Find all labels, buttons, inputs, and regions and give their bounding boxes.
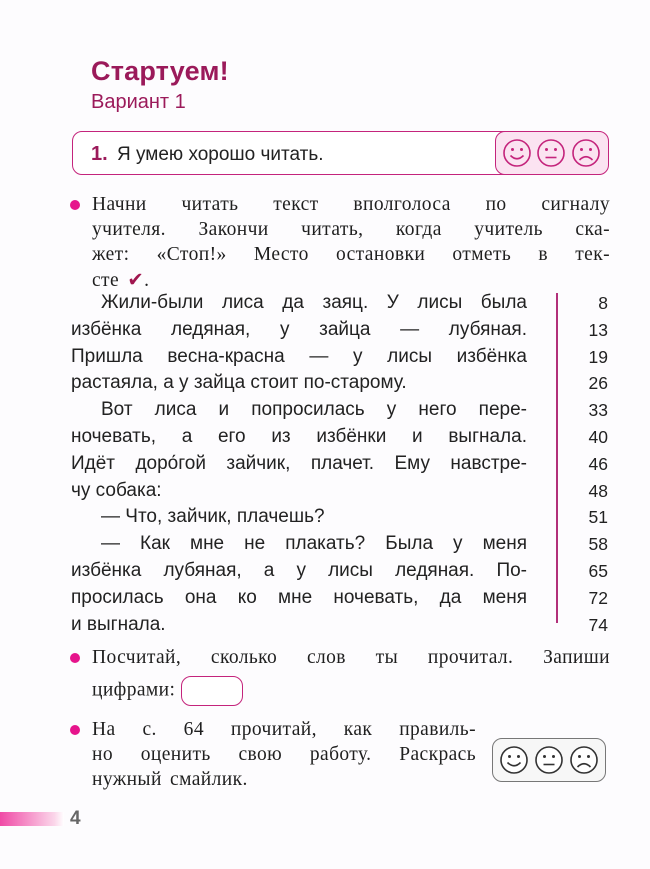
sad-face-icon[interactable] [569, 745, 599, 775]
task-number: 1. [91, 143, 108, 165]
word-count: 58 [588, 534, 608, 555]
story-line: — Что, зайчик, плачешь? [101, 506, 325, 528]
story-line: просилась она ко мне ночевать, да меня [71, 586, 527, 608]
reading-text [71, 290, 527, 638]
neutral-face-icon[interactable] [536, 138, 566, 168]
instruction-start-reading [70, 192, 610, 291]
variant-subtitle: Вариант 1 [91, 91, 186, 113]
period: . [144, 270, 150, 291]
story-line: избёнка ледяная, у зайца — лубяная. [71, 318, 527, 340]
smile-icon[interactable] [499, 745, 529, 775]
self-assessment-smileys-pink [495, 131, 609, 175]
instruction-line: Посчитай, сколько слов ты прочитал. Запиши [92, 647, 610, 668]
instruction-line: жет: «Стоп!» Место остановки отметь в тек- [92, 244, 610, 265]
check-mark-icon: ✔ [127, 268, 145, 291]
word-count: 8 [598, 293, 608, 313]
self-assessment-smileys [492, 738, 606, 782]
bullet-icon [70, 653, 80, 663]
story-line: растаяла, а у зайца стоит по-старому. [71, 372, 407, 394]
instruction-line: На с. 64 прочитай, как правиль- [92, 719, 476, 740]
instruction-line: сте [92, 270, 120, 291]
word-count: 51 [588, 507, 608, 528]
neutral-face-icon[interactable] [534, 745, 564, 775]
task-header-box [72, 131, 608, 175]
word-count: 33 [588, 400, 608, 421]
task-text: Я умею хорошо читать. [117, 144, 324, 165]
word-count: 65 [588, 560, 608, 581]
instruction-line: но оценить свою работу. Раскрась [92, 744, 476, 765]
story-line: — Как мне не плакать? Была у меня [101, 533, 527, 555]
word-count-column [560, 290, 608, 638]
instruction-line: учителя. Закончи читать, когда учитель ска- [92, 219, 610, 240]
story-line: Вот лиса и попросилась у него пере- [101, 399, 527, 421]
sad-face-icon[interactable] [571, 138, 601, 168]
word-count: 74 [588, 614, 608, 635]
word-count: 26 [588, 373, 608, 394]
instruction-line: нужный смайлик. [92, 769, 248, 790]
story-line: избёнка лубяная, а у лисы ледяная. По- [71, 559, 527, 581]
story-line: ночевать, а его из избёнки и выгнала. [71, 425, 527, 447]
page-number: 4 [70, 808, 81, 829]
story-line: Жили-были лиса да заяц. У лисы была [101, 292, 527, 313]
page-title: Стартуем! [91, 56, 229, 86]
story-line: чу собака: [71, 479, 162, 501]
bullet-icon [70, 725, 80, 735]
word-count: 13 [588, 319, 608, 340]
story-line: Пришла весна-красна — у лисы избёнка [71, 345, 527, 367]
instruction-line: Начни читать текст вполголоса по сигналу [92, 194, 610, 215]
instruction-self-assessment [70, 717, 490, 797]
word-count: 19 [588, 346, 608, 367]
word-count: 72 [588, 587, 608, 608]
bullet-icon [70, 200, 80, 210]
word-count: 48 [588, 480, 608, 501]
word-count: 40 [588, 426, 608, 447]
page-color-bar [0, 812, 64, 826]
smile-icon[interactable] [502, 138, 532, 168]
word-count-answer-field[interactable] [181, 676, 243, 706]
story-line: Идёт доро́гой зайчик, плачет. Ему навстре- [71, 452, 527, 474]
word-count-divider [556, 293, 558, 623]
instruction-count-words [70, 645, 610, 705]
instruction-line: цифрами: [92, 679, 176, 701]
word-count: 46 [588, 453, 608, 474]
story-line: и выгнала. [71, 613, 166, 635]
